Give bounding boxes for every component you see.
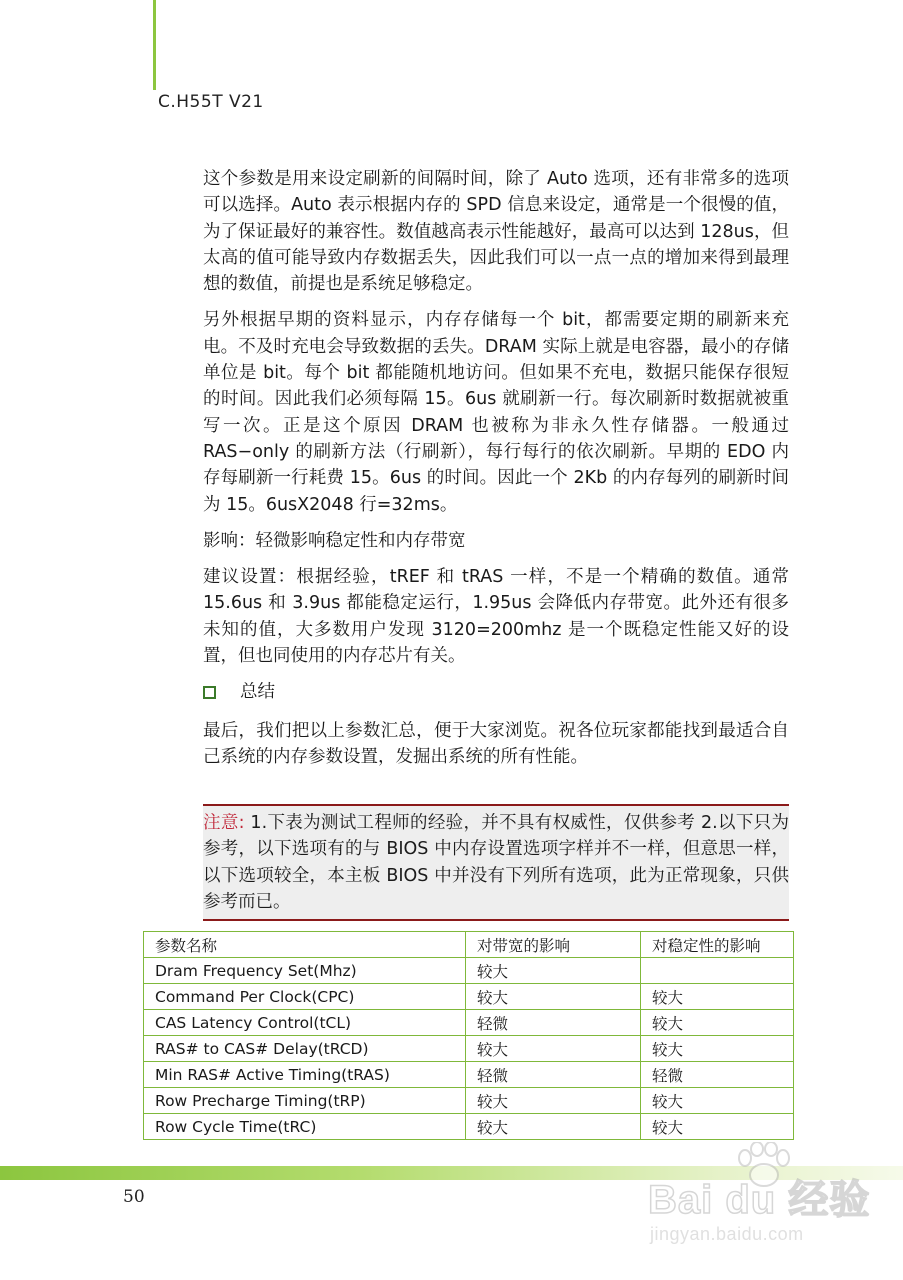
table-cell: 轻微 [466, 1062, 641, 1088]
table-row [144, 1036, 794, 1062]
parameter-table [143, 931, 794, 1140]
paragraph-refresh-interval: 这个参数是用来设定刷新的间隔时间，除了 Auto 选项，还有非常多的选项可以选择。Auto 表示根据内存的 SPD 信息来设定，通常是一个很慢的值，为了保证最好的兼容性。数值越高表示性能越好，最高可以达到 128us，但太高的值可能导致内存数据丢失，因此我们可以一点一点的增加来得到最理想的数值，前提也是系统足够稳定。 [203, 169, 789, 295]
table-cell: CAS Latency Control(tCL) [144, 1010, 466, 1036]
table-cell: 较大 [466, 1088, 641, 1114]
table-header-cell: 对稳定性的影响 [641, 932, 794, 958]
table-cell: Dram Frequency Set(Mhz) [144, 958, 466, 984]
table-cell: Row Cycle Time(tRC) [144, 1114, 466, 1140]
section-heading-summary [203, 679, 789, 705]
table-cell: 轻微 [466, 1010, 641, 1036]
header-model: C.H55T V21 [158, 92, 264, 112]
table-row [144, 1010, 794, 1036]
table-cell: 较大 [466, 1036, 641, 1062]
table-row [144, 958, 794, 984]
table-cell: RAS# to CAS# Delay(tRCD) [144, 1036, 466, 1062]
note-text: 1.下表为测试工程师的经验，并不具有权威性，仅供参考 2.以下只为参考，以下选项有的与 BIOS 中内存设置选项字样并不一样，但意思一样，以下选项较全，本主板 BIOS 中并没有下列所有选项，此为正常现象，只供参考而已。 [203, 813, 789, 912]
table-row [144, 1062, 794, 1088]
table-header-cell: 参数名称 [144, 932, 466, 958]
table-cell: 较大 [641, 1036, 794, 1062]
table-cell: Min RAS# Active Timing(tRAS) [144, 1062, 466, 1088]
table-header-row [144, 932, 794, 958]
table-row [144, 1088, 794, 1114]
paragraph-dram-refresh: 另外根据早期的资料显示，内存存储每一个 bit，都需要定期的刷新来充电。不及时充电会导致数据的丢失。DRAM 实际上就是电容器，最小的存储单位是 bit。每个 bit 都能随机地访问。但如果不充电，数据只能保存很短的时间。因此我们必须每隔 15。6us 就刷新一行。每次刷新时数据就被重写一次。正是这个原因 DRAM 也被称为非永久性存储器。一般通过 RAS−only 的刷新方法（行刷新），每行每行的依次刷新。早期的 EDO 内存每刷新一行耗费 15。6us 的时间。因此一个 2Kb 的内存每列的刷新时间为 15。6usX2048 行=32ms。 [203, 310, 789, 515]
section-title: 总结 [240, 682, 275, 703]
table-cell: 较大 [466, 958, 641, 984]
table-row [144, 984, 794, 1010]
paragraph-impact: 影响：轻微影响稳定性和内存带宽 [203, 530, 466, 551]
table-cell: 较大 [466, 1114, 641, 1140]
watermark [640, 1140, 890, 1270]
paragraph-summary: 最后，我们把以上参数汇总，便于大家浏览。祝各位玩家都能找到最适合自己系统的内存参数设置，发掘出系统的所有性能。 [203, 720, 789, 767]
table-cell: 较大 [641, 1088, 794, 1114]
table-cell [641, 958, 794, 984]
note-label: 注意: [203, 813, 245, 833]
table-row [144, 1114, 794, 1140]
paragraph-recommendation: 建议设置：根据经验，tREF 和 tRAS 一样，不是一个精确的数值。通常 15.6us 和 3.9us 都能稳定运行，1.95us 会降低内存带宽。此外还有很多未知的值，大多数用户发现 3120=200mhz 是一个既稳定性能又好的设置，但也同使用的内存芯片有关。 [203, 567, 789, 667]
table-cell: 较大 [641, 1010, 794, 1036]
table-cell: Command Per Clock(CPC) [144, 984, 466, 1010]
note-box [203, 804, 789, 921]
table-header-cell: 对带宽的影响 [466, 932, 641, 958]
table-cell: 较大 [641, 1114, 794, 1140]
table-cell: Row Precharge Timing(tRP) [144, 1088, 466, 1114]
table-cell: 轻微 [641, 1062, 794, 1088]
watermark-url: jingyan.baidu.com [650, 1224, 804, 1244]
checkbox-bullet-icon [203, 686, 216, 699]
table-cell: 较大 [641, 984, 794, 1010]
table-cell: 较大 [466, 984, 641, 1010]
body-content [203, 166, 789, 780]
page-number: 50 [123, 1187, 145, 1207]
header-accent-line [153, 0, 156, 90]
watermark-brand: Bai du 经验 [648, 1178, 871, 1222]
